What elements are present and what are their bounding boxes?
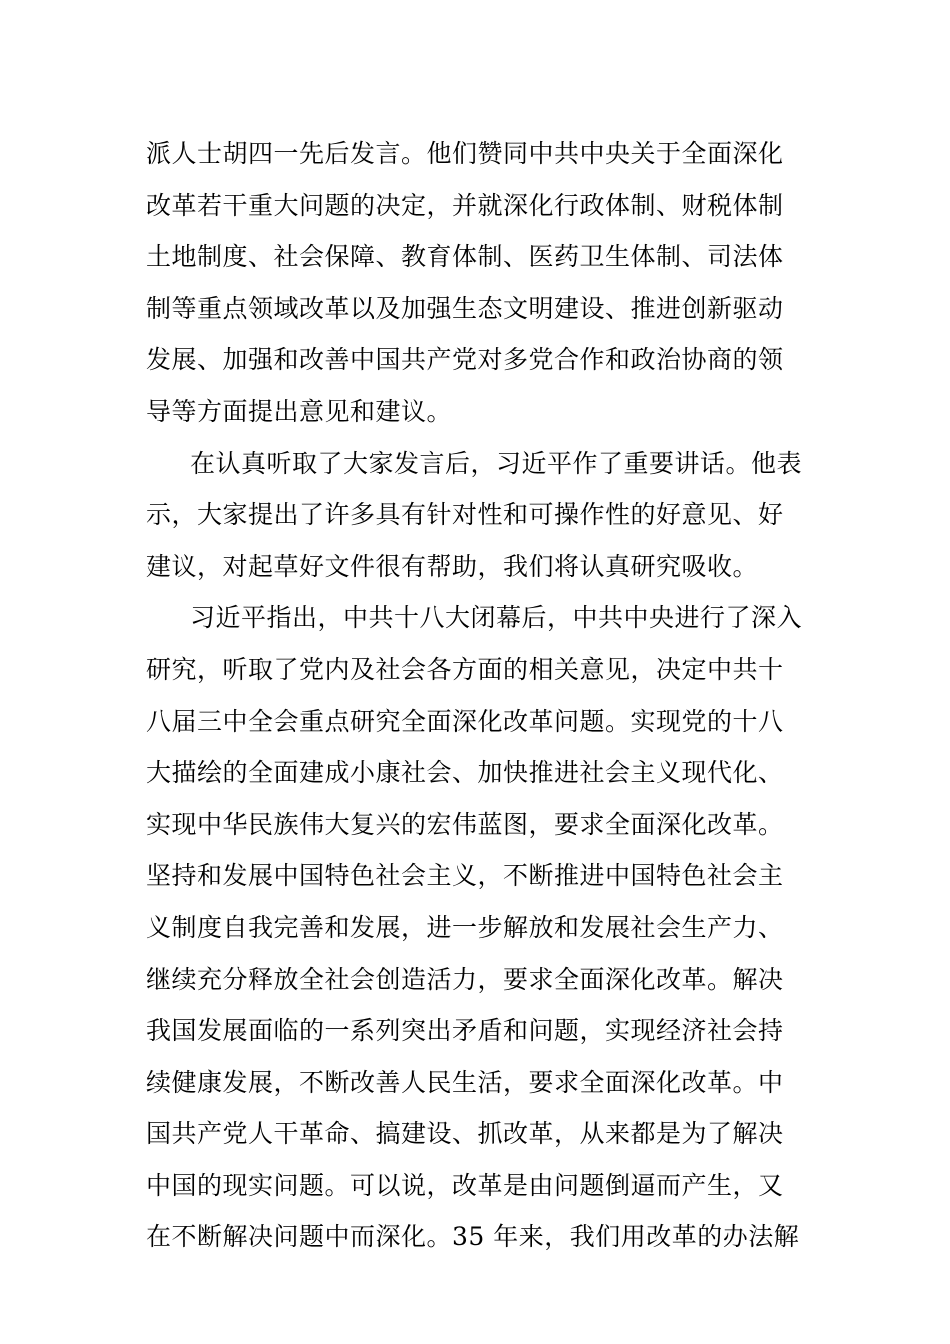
text-line: 导等方面提出意见和建议。	[146, 396, 453, 426]
text-line: 示，大家提出了许多具有针对性和可操作性的好意见、好	[146, 500, 784, 530]
text-line: 我国发展面临的一系列突出矛盾和问题，实现经济社会持	[146, 1016, 784, 1046]
text-line: 坚持和发展中国特色社会主义，不断推进中国特色社会主	[146, 861, 784, 891]
text-line: 研究，听取了党内及社会各方面的相关意见，决定中共十	[146, 654, 784, 684]
paragraph-start-line: 在认真听取了大家发言后，习近平作了重要讲话。他表	[190, 448, 803, 478]
body-text	[146, 128, 810, 1263]
text-line: 在不断解决问题中而深化。35 年来，我们用改革的办法解	[146, 1222, 800, 1252]
text-line: 土地制度、社会保障、教育体制、医药卫生体制、司法体	[146, 242, 784, 272]
text-line: 继续充分释放全社会创造活力，要求全面深化改革。解决	[146, 964, 784, 994]
text-line: 制等重点领域改革以及加强生态文明建设、推进创新驱动	[146, 293, 784, 323]
paragraph-start-line: 习近平指出，中共十八大闭幕后，中共中央进行了深入	[190, 603, 803, 633]
text-line: 国共产党人干革命、搞建设、抓改革，从来都是为了解决	[146, 1119, 784, 1149]
text-line: 建议，对起草好文件很有帮助，我们将认真研究吸收。	[146, 551, 759, 581]
text-line: 派人士胡四一先后发言。他们赞同中共中央关于全面深化	[146, 139, 784, 168]
text-line: 改革若干重大问题的决定，并就深化行政体制、财税体制	[146, 190, 784, 220]
text-line: 中国的现实问题。可以说，改革是由问题倒逼而产生，又	[146, 1170, 784, 1200]
text-line: 大描绘的全面建成小康社会、加快推进社会主义现代化、	[146, 758, 784, 788]
text-line: 续健康发展，不断改善人民生活，要求全面深化改革。中	[146, 1067, 784, 1097]
text-line: 实现中华民族伟大复兴的宏伟蓝图，要求全面深化改革。	[146, 809, 784, 839]
text-line: 八届三中全会重点研究全面深化改革问题。实现党的十八	[146, 706, 784, 736]
text-line: 义制度自我完善和发展，进一步解放和发展社会生产力、	[146, 912, 784, 942]
text-line: 发展、加强和改善中国共产党对多党合作和政治协商的领	[146, 345, 784, 375]
